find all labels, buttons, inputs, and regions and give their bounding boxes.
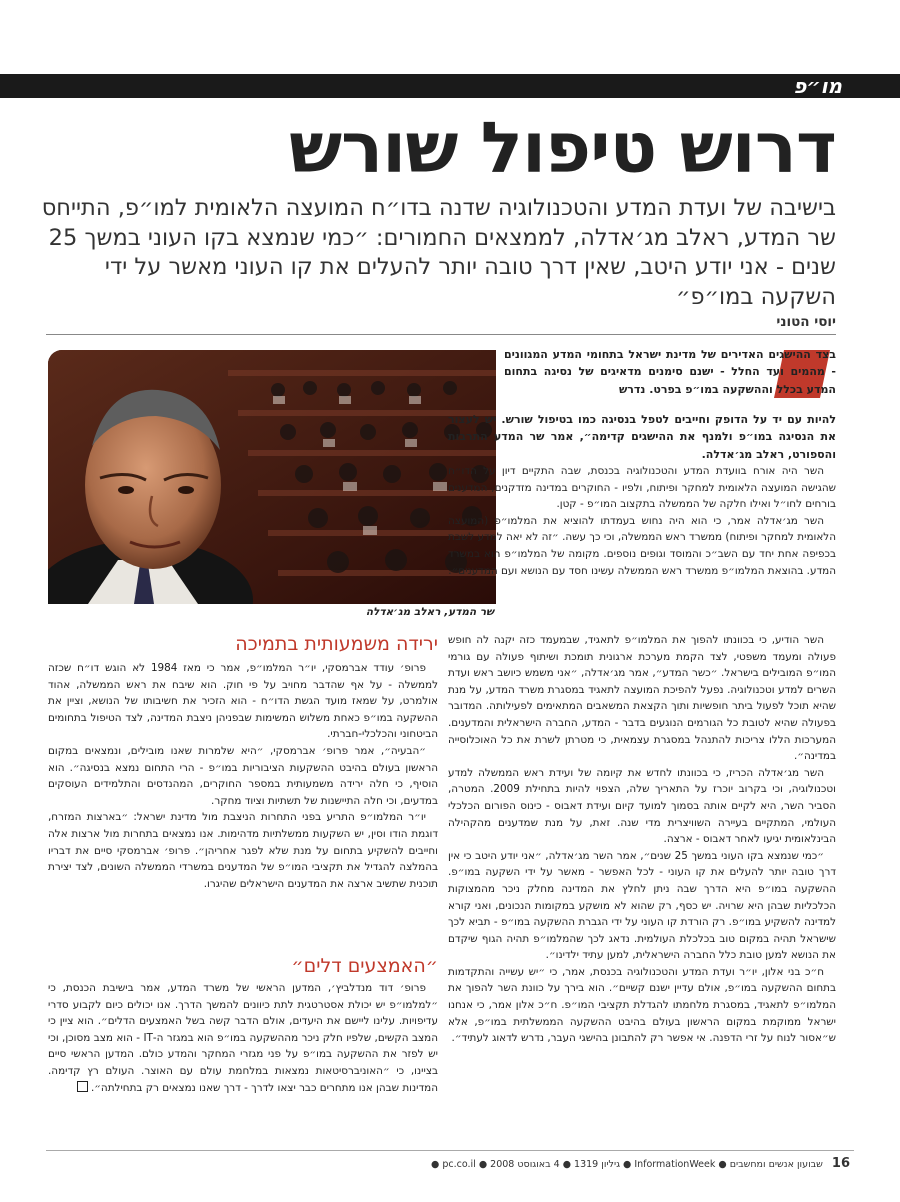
body-paragraph: ״הבעיה״, אמר פרופ׳ אברמסקי, ״היא שלמרות שאנו מובילים, ונמצאים במקום הראשון בעולם בהיבט ההשקעות הציבוריות במו״פ - הרי התחום נמצא בנסיגה״. הוא הוסיף, כי חלה ירידה משמעותית במספר החוקרים, המהנדסים והתלמידים העוסקים במדעים, וכי חלה התיישנות של תשתיות וציוד מחקר. xyxy=(48,744,438,807)
photo-illustration xyxy=(48,350,496,604)
left-column-section1 xyxy=(48,660,438,892)
body-paragraph: השר הודיע, כי בכוונתו להפוך את המלמו״פ לתאגיד, שבמעמד כזה יקנה לה חופש פעולה ומעמד משפטי, לצד הקמת מערכת ארגונית תומכת ושיתוף פעולה עם גורמי המו״פ המובילים בישראל. ״כשר המדע״, אמר מג׳אדלה, ״אני משמש כיושב ראש ועדת השרים למדע וטכנולוגיה. נפעל להפיכת המועצה לתאגיד במסגרת משרד המדע, על מנת שהיא תוכל לפעול ביתר חופשיות ותוך הקצאת המשאבים המתאימים לפעילותה. המדובר בפעולה שהיא לטובת כל הגורמים הנוגעים בדבר - המדע, החברה הישראלית והמדענים. המערכות הללו צריכות להתנהל במסגרת עצמאית, כי מטרתן לשרת את כל האוכלוסייה במדינה״. xyxy=(448,634,836,763)
photo-caption: שר המדע, ראלב מג׳אדלה xyxy=(365,606,494,618)
end-of-article-icon xyxy=(77,1081,88,1092)
right-column-upper xyxy=(448,463,836,579)
right-column-lower xyxy=(448,632,836,1047)
body-paragraph: יו״ר המלמו״פ התריע בפני התחרות הניצבת מול מדינת ישראל: ״בארצות המזרח, דוגמת הודו וסין, יש השקעות ממשלתיות מדהימות. אנו נמצאים בתחרות מול ארצות אלה וחייבים להשקיע בתחום על מנת שלא לפגר אחריהן״. פרופ׳ אברמסקי סיים את דבריו בהמלצה להגדיל את תקציבי המו״פ של המדענים במשרדי הממשלה השונים, לצד יצירת תוכנית שתשיב ארצה את המדענים הישראלים שהיגרו. xyxy=(48,811,438,890)
body-paragraph: ״כמי שנמצא בקו העוני במשך 25 שנים״, אמר השר מג׳אדלה, ״אני יודע היטב כי אין דרך טובה יותר להעלים את קו העוני - לכל האפשר - מאשר על ידי השקעה במו״פ. ההשקעה במו״פ היא הדרך שבה ניתן לחלץ את המדינה מחלק ניכר מהמצוקות הכלכליות שבהן היא שרויה. יש כסף, רק שהוא לא מושקע במקומות הנכונים, ואני קורא למדינה להשקיע במו״פ. רק הורדת קו העוני על ידי הגברת ההשקעה במו״פ - תביא לכך שישראל תהיה במקום טוב בכלכלת העולמית. נדאג לכך שהמלמו״פ תהיה הגוף שיקדם את הנושא למען טובת כלל החברה הישראלית, למען עתיד ילדינו״. xyxy=(448,849,836,962)
left-column-section2 xyxy=(48,980,438,1096)
body-paragraph: ח״כ בני אלון, יו״ר ועדת המדע והטכנולוגיה בכנסת, אמר, כי ״יש עשייה והתקדמות בתחום ההשקעה במו״פ, אולם עדיין ישנם קשיים״. הוא בירך על כוונת השר להפוך את המלמו״פ לתאגיד, במסגרת מלחמתו להגדלת תקציבי המו״פ. ח״כ אלון אמר, כי אנחנו ישראל ממוקמת במקום הראשון בעולם בהיבט ההשקעה הממשלתית במו״פ, אלא ש״אסור לנוח על זרי הדפנה. אי אפשר רק להתבונן בהישגי העבר, נדרש לדאוג לעתיד״. xyxy=(448,965,836,1045)
lead-paragraph: בישיבה של ועדת המדע והטכנולוגיה שדנה בדו״ח המועצה הלאומית למו״פ, התייחס שר המדע, ראלב מג׳אדלה, לממצאים החמורים: ״כמי שנמצא בקו העוני במשך 25 שנים - אני יודע היטב, שאין דרך טובה יותר להעלים את קו העוני מאשר על ידי השקעה במו״פ״ xyxy=(41,195,836,310)
footer-text: שבועון אנשים ומחשבים ● InformationWeek ● גיליון 1319 ● 4 באוגוסט 2008 ● pc.co.il ● xyxy=(431,1159,823,1170)
body-paragraph: השר מג׳אדלה אמר, כי הוא היה נחוש בעמדתו להוציא את המלמו״פ (המועצה הלאומית למחקר ופיתוח) ממשרד ראש הממשלה, וכי כך עשה. ״זה לא יאה למדע לשבת בכפיפה אחת יחד עם השב״כ והמוסד וגופים נוספים. מקומה של המלמו״פ הוא במשרד המדע. בהוצאת המלמו״פ ממשרד ראש הממשלה עשינו חסד עם הנושא ועם המדענים״. xyxy=(448,514,836,577)
intro-paragraph-continued: להיות עם יד על הדופק וחייבים לטפל בנסיגה כמו בטיפול שורש. יש לעצור את הנסיגה במו״פ ולמנף את ההישגים קדימה״, אמר שר המדע התרבות והספורט, ראלב מג׳אדלה. xyxy=(448,413,836,461)
byline-divider xyxy=(46,334,836,335)
subhead-decline: ירידה משמעותית בתמיכה xyxy=(235,633,438,655)
headline: דרוש טיפול שורש xyxy=(288,107,836,189)
minister-photo xyxy=(48,350,496,604)
body-paragraph xyxy=(48,980,438,1096)
section-label: מו״פ xyxy=(793,74,842,98)
page-footer xyxy=(431,1156,850,1171)
body-paragraph: השר מג׳אדלה הכריז, כי בכוונתו לחדש את קיומה של ועידת ראש הממשלה למדע וטכנולוגיה, וכי בקרוב יוכרז על התאריך שלה, הצפוי להיות בתחילת 2009. המטרה, הסביר השר, היא לקיים אותה בסמוך למועד קיום ועידת דאבוס - כינוס הפורום הכלכלי העולמי, המתקיים בעיירה השוויצרית מדי שנה. זאת, על מנת שמדענים מהקהילה הבינלאומית יגיעו לאחר דאבוס - ארצה. xyxy=(448,766,836,846)
subhead-means: ״האמצעים דלים״ xyxy=(291,955,438,977)
intro-paragraph-top: בצד ההישגים האדירים של מדינת ישראל בתחומי המדע המגוונים - מהמים ועד החלל - ישנם סימנים מדאיגים של נסיגה בתחום המדע בכלל וההשקעה במו״פ בפרט. נדרש xyxy=(504,348,836,396)
body-paragraph: פרופ׳ עודד אברמסקי, יו״ר המלמו״פ, אמר כי מאז 1984 לא הוגש דו״ח שכזה לממשלה - על אף שהדבר מחויב על פי חוק. הוא שיבח את ראש הממשלה, אהוד אולמרט, על שמאז מועד הגשת הדו״ח - הוא הזכיר את חשיבותו של הנושא, וציין את ההשקעה במו״פ כאחת משלוש המשימות שבפניהן ניצבת המדינה, לצד הטיפול בתחומים הביטחוני והכלכלי-חברתי. xyxy=(48,662,438,741)
author-byline: יוסי הטוני xyxy=(776,314,836,330)
section-band xyxy=(0,74,900,98)
body-paragraph-text: פרופ׳ דוד מנדלביץ׳, המדען הראשי של משרד המדע, אמר בישיבת הכנסת, כי ״למלמו״פ יש יכולת אסטרטגית לתת כיוונים להמשך הדרך. אנו יכולים כיום לקבוע סדרי עדיפויות. עלינו ליישם את היעדים, אולם הדבר קשה בשל האמצעים הדלים״. הוא ציין כי המצב הקשים, שלפיו חלק ניכר מההשקעה במו״פ הוא במגזר ה-IT - הוא מצב מסוכן, וכי יש לפזר את ההשקעה במו״פ על פני מגזרי המחקר והמדע כולם. המדען הראשי סיים בציינו, כי ״האוניברסיטאות נמצאות במלחמת עולם עם האוצר. העולם רץ קדימה. המדינות שבהן אנו מתחרים כבר יצאו לדרך - דרך שאנו נמצאים רק בתחילתה״. xyxy=(48,982,438,1094)
page-number: 16 xyxy=(831,1156,850,1171)
footer-divider xyxy=(46,1150,854,1151)
body-paragraph: השר היה אורח בוועדת המדע והטכנולוגיה בכנסת, שבה התקיים דיון על הדו״ח שהגישה המועצה הלאומית למחקר ופיתוח, ולפיו - החוקרים במדינה מזדקנים, המדענים בורחים לחו״ל ואילו חלקה של הממשלה בתקצוב המו״פ - קטן. xyxy=(448,465,836,511)
